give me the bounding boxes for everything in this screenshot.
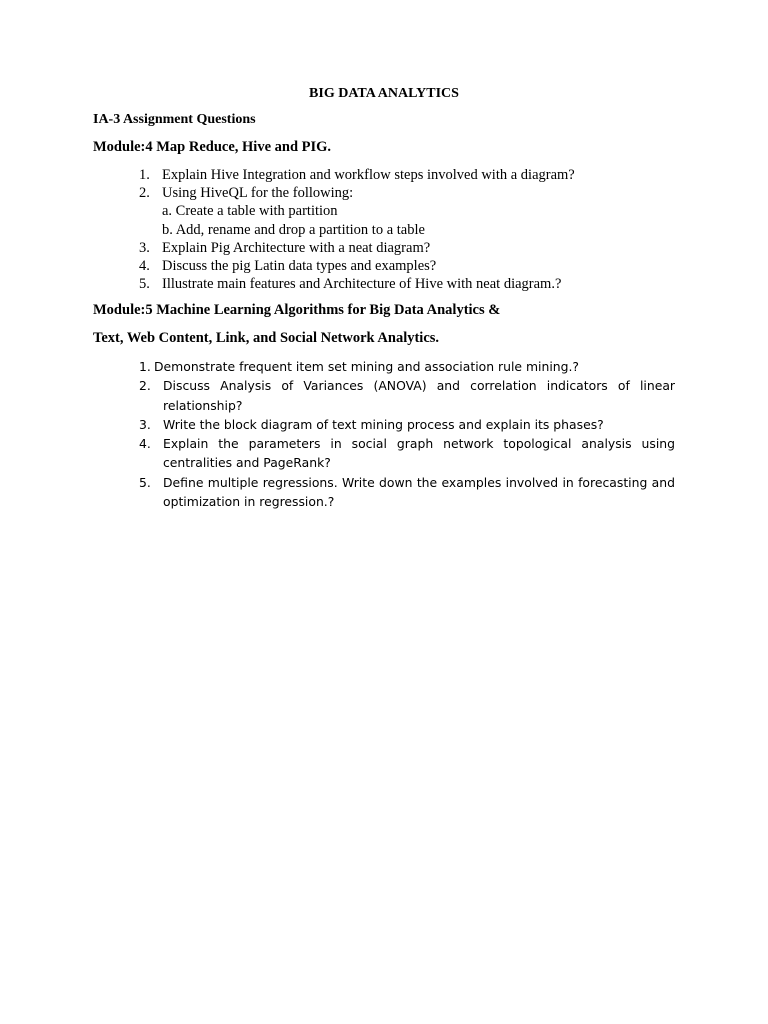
question-text: Discuss the pig Latin data types and examples? [162, 258, 437, 275]
question-text: Using HiveQL for the following: [162, 185, 354, 202]
question-text: Explain the parameters in social graph network topological analysis using centralities and PageRank? [163, 436, 675, 471]
question-subitem: a. Create a table with partition [162, 203, 338, 220]
module4-question [93, 166, 693, 184]
module5-question [93, 473, 675, 512]
question-text: Define multiple regressions. Write down the examples involved in forecasting and optimization in regression.? [163, 474, 675, 510]
module5-heading-line2: Text, Web Content, Link, and Social Network Analytics. [93, 330, 440, 346]
assignment-heading: IA-3 Assignment Questions [93, 112, 256, 127]
question-subitem: b. Add, rename and drop a partition to a table [162, 221, 425, 238]
question-number: 4. [139, 258, 150, 275]
module4-question [93, 239, 693, 257]
module4-question [93, 275, 693, 293]
question-text: Demonstrate frequent item set mining and association rule mining.? [154, 359, 580, 374]
module4-question [93, 184, 693, 239]
document-title: BIG DATA ANALYTICS [309, 86, 459, 101]
module5-question [93, 357, 675, 376]
question-number: 2. [139, 378, 151, 394]
question-number: 1. [139, 167, 150, 183]
module5-question [93, 376, 675, 415]
question-number: 3. [139, 239, 150, 256]
question-text: Explain Pig Architecture with a neat diagram? [162, 239, 431, 256]
question-number: 3. [139, 416, 151, 432]
question-number: 5. [139, 276, 150, 293]
module5-heading-line1: Module:5 Machine Learning Algorithms for Big Data Analytics & [93, 302, 501, 318]
question-number: 1. [139, 359, 151, 374]
question-number: 4. [139, 436, 151, 452]
question-text: Explain Hive Integration and workflow steps involved with a diagram? [162, 167, 575, 183]
question-number: 5. [139, 474, 151, 490]
question-text: Discuss Analysis of Variances (ANOVA) and correlation indicators of linear relationship? [163, 378, 675, 413]
module5-question-list [93, 357, 675, 511]
module4-heading: Module:4 Map Reduce, Hive and PIG. [93, 139, 332, 155]
question-text: Write the block diagram of text mining process and explain its phases? [163, 416, 604, 432]
module5-question [93, 434, 675, 473]
module4-question [93, 257, 693, 275]
module4-question-list [93, 166, 693, 293]
question-number: 2. [139, 185, 150, 202]
module5-question [93, 415, 675, 434]
question-text: Illustrate main features and Architecture of Hive with neat diagram.? [162, 276, 562, 293]
